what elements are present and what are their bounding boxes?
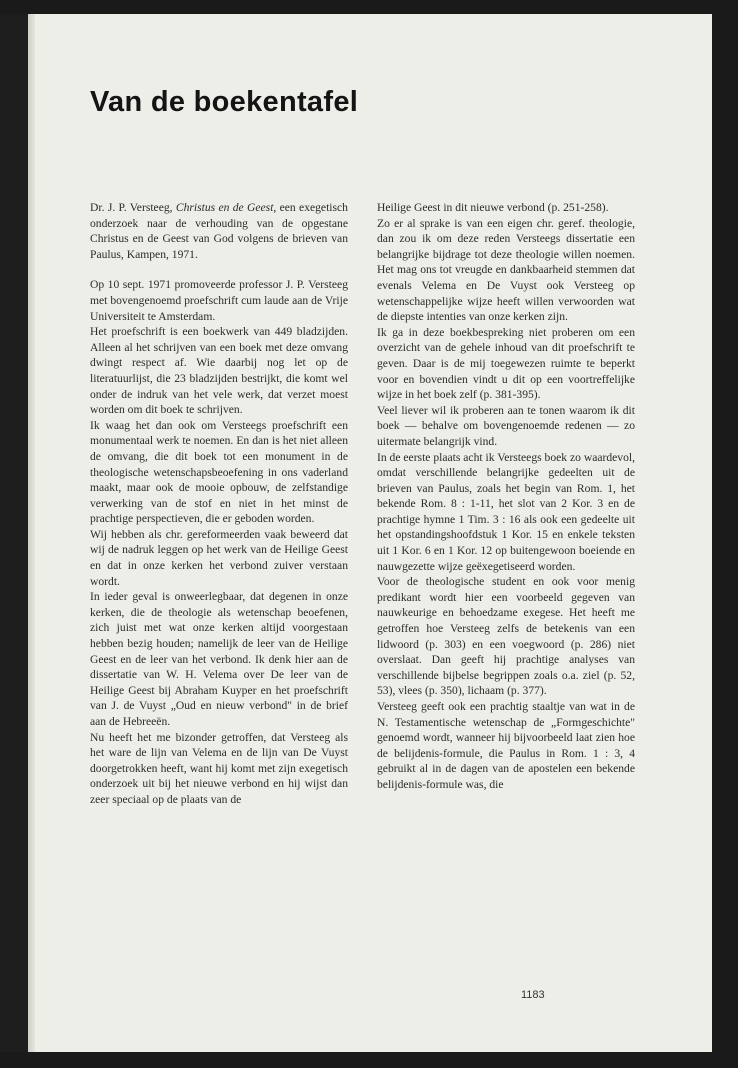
page-title: Van de boekentafel: [90, 86, 359, 118]
paragraph: Veel liever wil ik proberen aan te tonen waarom ik dit boek — behalve om bovengenoemde redenen — zo uitermate belangrijk vind.: [377, 403, 635, 448]
paragraph: Voor de theologische student en ook voor menig predikant wordt hier een voorbeeld gegeven van nauwkeurige en behoedzame exegese. Het heeft me getroffen hoe Versteeg zelfs de betekenis van een lidwoord (p. 303) en een voegwoord (p. 286) niet overslaat. Dan geeft hij prachtige analyses van verschillende bijbelse begrippen zoals o.a. ziel (p. 52, 53), vlees (p. 350), lichaam (p. 377).: [377, 575, 635, 698]
left-column: [90, 200, 348, 808]
paragraph: Nu heeft het me bizonder getroffen, dat Versteeg als het ware de lijn van Velema en de lijn van De Vuyst doorgetrokken heeft, want hij komt met zijn exegetisch onderzoek uit bij het nieuwe verbond en hij wijst dan zeer speciaal op de plaats van de: [90, 730, 348, 806]
book-citation: [90, 200, 348, 262]
paragraph: Op 10 sept. 1971 promoveerde professor J. P. Versteeg met bovengenoemd proefschrift cum laude aan de Vrije Universiteit te Amsterdam.: [90, 278, 348, 323]
paragraph: Versteeg geeft ook een prachtig staaltje van wat in de N. Testamentische wetenschap de „Formgeschichte" genoemd wordt, wanneer hij bijvoorbeeld laat zien hoe de belijdenis-formule, die Paulus in Rom. 1 : 3, 4 gebruikt al in de dagen van de apostelen een bekende belijdenis-formule was, die: [377, 700, 635, 791]
paragraph: Ik ga in deze boekbespreking niet proberen om een overzicht van de gehele inhoud van dit proefschrift te geven. Daar is de mij toegewezen ruimte te beperkt voor en bovendien vindt u dit op een voortreffelijke wijze in het boek zelf (p. 381-395).: [377, 325, 635, 402]
paragraph: Het proefschrift is een boekwerk van 449 bladzijden. Alleen al het schrijven van een boek met deze omvang dwingt respect af. Wie daarbij nog let op de literatuurlijst, die 23 bladzijden bestrijkt, die komt wel onder de indruk van het vele werk, dat verzet moest worden om dit boek te schrijven.: [90, 325, 348, 417]
scan-border-bottom: [0, 1052, 738, 1068]
scan-border-right: [712, 0, 738, 1068]
right-column: [377, 200, 635, 793]
citation-author: Dr. J. P. Versteeg,: [90, 201, 176, 214]
paragraph: Wij hebben als chr. gereformeerden vaak beweerd dat wij de nadruk leggen op het werk van de Heilige Geest en dat in onze kerken het verbond zuiver verstaan wordt.: [90, 527, 348, 588]
scan-border-top: [0, 0, 738, 14]
page-number: 1183: [521, 989, 545, 1001]
paragraph: In de eerste plaats acht ik Versteegs boek zo waardevol, omdat verschillende belangrijke gedeelten uit de brieven van Paulus, zoals het begin van Rom. 1, het bekende Rom. 8 : 1-11, het slot van 2 Kor. 3 en de prachtige hymne 1 Tim. 3 : 16 als ook een gedeelte uit het opstandingshoofdstuk 1 Kor. 15 en enkele teksten uit 1 Kor. 6 en 1 Kor. 12 op buitengewoon boeiende en nauwgezette wijze geëxegetiseerd worden.: [377, 450, 635, 573]
citation-details: een exegetisch onderzoek naar de verhouding van de opgestane Christus en de Geest van God volgens de brieven van Paulus, Kampen, 1971.: [90, 201, 348, 261]
paragraph: Heilige Geest in dit nieuwe verbond (p. 251-258).: [377, 201, 609, 214]
page-spine: [28, 14, 35, 1052]
citation-book-title: Christus en de Geest,: [175, 201, 277, 214]
paragraph: In ieder geval is onweerlegbaar, dat degenen in onze kerken, die de theologie als wetenschap beoefenen, zich juist met wat onze kerken altijd voorgestaan hebben bezig houden; namelijk de leer van de Heilige Geest en de leer van het verbond. Ik denk hier aan de dissertatie van W. H. Velema over De leer van de Heilige Geest bij Abraham Kuyper en het proefschrift van J. de Vuyst „Oud en nieuw verbond" in de brief aan de Hebreeën.: [90, 590, 348, 728]
paragraph: Zo er al sprake is van een eigen chr. geref. theologie, dan zou ik om deze reden Versteegs dissertatie een belangrijke bijdrage tot deze theologie willen noemen. Het mag ons tot vreugde en dankbaarheid stemmen dat evenals Velema en De Vuyst ook Versteeg op wetenschappelijke wijze heeft willen verwoorden wat de diepste intenties van onze kerken zijn.: [377, 216, 635, 324]
document-page: [28, 14, 712, 1052]
paragraph: Ik waag het dan ook om Versteegs proefschrift een monumentaal werk te noemen. En dan is het niet alleen de omvang, die dit boek tot een monument in de theologische wetenschapsbeoefening in ons vaderland maakt, maar ook de mooie opbouw, de zelfstandige verwerking van de stof en niet in het minst de prachtige perspectieven, die er geboden worden.: [90, 418, 348, 526]
